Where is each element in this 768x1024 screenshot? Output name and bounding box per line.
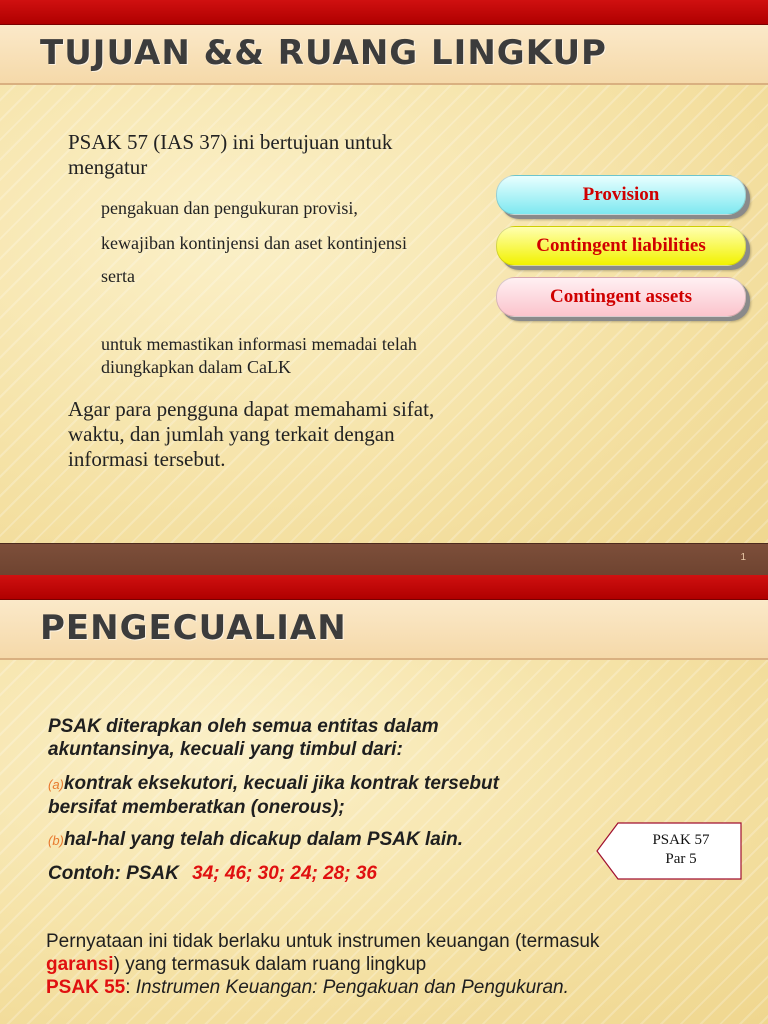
item-b-marker: (b) [48,833,64,848]
callout-line-2: Par 5 [665,851,697,867]
pill-provision: Provision [496,175,746,215]
sub-bullet-text: pengakuan dan pengukuran provisi, [101,198,358,218]
pill-contingent-assets: Contingent assets [496,277,746,317]
contoh-values: 34; 46; 30; 24; 28; 36 [192,863,377,884]
garansi-text: garansi [46,954,114,975]
intro-text: PSAK diterapkan oleh semua entitas dalam akuntansinya, kecuali yang timbul dari: [48,716,439,760]
psak55-text: PSAK 55 [46,977,126,998]
top-red-bar [0,575,768,600]
exception-item-b [48,829,568,851]
item-a-marker: (a) [48,777,64,792]
slide-2 [0,575,768,1024]
page-number: 1 [740,552,746,563]
sub-bullet-text: serta [101,266,135,286]
bullet-text: PSAK 57 (IAS 37) ini bertujuan untuk mengatur [68,130,393,179]
sub-bullet-text: kewajiban kontinjensi dan aset kontinjensi [101,233,407,253]
bullet-text: Agar para pengguna dapat memahami sifat, waktu, dan jumlah yang terkait dengan informasi tersebut. [68,397,435,471]
para-colon: : [125,977,136,998]
item-b-text: hal-hal yang telah dicakup dalam PSAK lain. [63,829,463,850]
psak-reference-callout [596,822,740,878]
callout-text [622,831,740,869]
slide-title: TUJUAN && RUANG LINGKUP [40,33,607,73]
exclusion-paragraph [46,930,606,999]
title-bar [0,600,768,660]
title-bar [0,25,768,85]
exception-item-a [48,772,568,819]
sub-bullet-text: untuk memastikan informasi memadai telah diungkapkan dalam CaLK [101,334,417,377]
top-red-bar [0,0,768,25]
pill-contingent-liabilities: Contingent liabilities [496,226,746,266]
slide-title: PENGECUALIAN [40,608,347,648]
para-part1: Pernyataan ini tidak berlaku untuk instrumen keuangan (termasuk [46,931,600,952]
item-a-text: kontrak eksekutori, kecuali jika kontrak tersebut bersifat memberatkan (onerous); [48,773,499,818]
callout-line-1: PSAK 57 [652,832,710,848]
contoh-line [48,863,568,885]
footer-bar [0,543,768,575]
para-part2: ) yang termasuk dalam ruang lingkup [113,954,427,975]
contoh-label: Contoh: PSAK [48,863,179,884]
para-part3: Instrumen Keuangan: Pengakuan dan Pengukuran. [135,977,569,998]
